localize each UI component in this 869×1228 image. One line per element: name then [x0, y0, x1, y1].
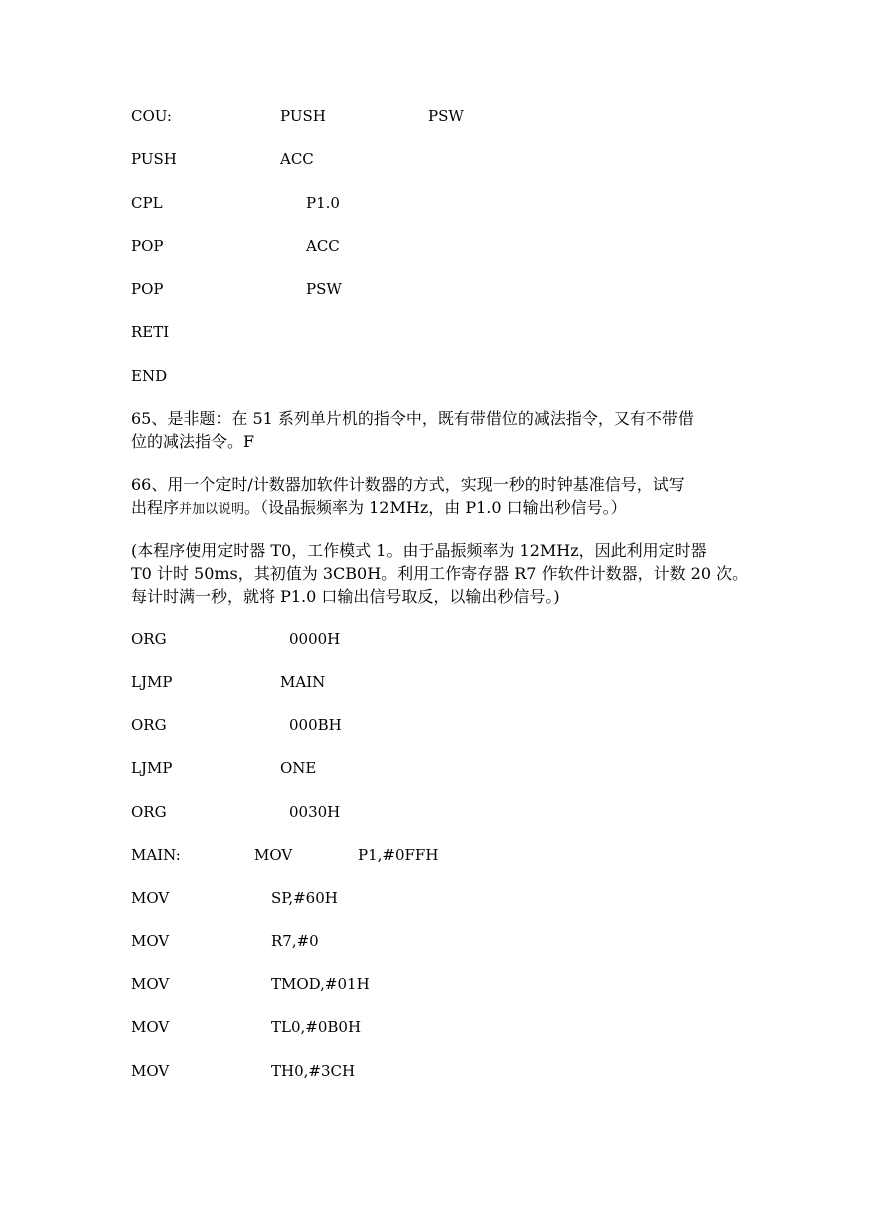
question-text: 65、是非题：在 51 系列单片机的指令中，既有带借位的减法指令，又有不带借 [131, 409, 694, 428]
code-instruction: PUSH [131, 150, 177, 168]
question-text: 66、用一个定时/计数器加软件计数器的方式，实现一秒的时钟基准信号，试写 [131, 475, 685, 494]
code-instruction: POP [131, 280, 164, 298]
code-instruction: MOV [131, 932, 170, 950]
code-instruction: MOV [254, 846, 293, 864]
code-directive: ORG [131, 630, 167, 648]
code-operand: TH0,#3CH [271, 1062, 356, 1080]
question-text: 出程序 [131, 498, 180, 517]
code-directive: ORG [131, 716, 167, 734]
code-instruction: POP [131, 237, 164, 255]
code-operand: R7,#0 [271, 932, 319, 950]
code-directive: ORG [131, 803, 167, 821]
code-operand: ACC [306, 237, 340, 255]
question-65 [131, 407, 741, 453]
program-explanation [131, 539, 749, 608]
code-operand: 0000H [289, 630, 341, 648]
explanation-text: T0 计时 50ms，其初值为 3CB0H。利用工作寄存器 R7 作软件计数器，计数 20 次。 [131, 564, 749, 583]
code-operand: SP,#60H [271, 889, 338, 907]
code-operand: ACC [280, 150, 314, 168]
code-operand: PSW [428, 107, 464, 125]
code-operand: ONE [280, 759, 317, 777]
code-instruction: MOV [131, 1018, 170, 1036]
explanation-text: (本程序使用定时器 T0，工作模式 1。由于晶振频率为 12MHz，因此利用定时器 [131, 541, 707, 560]
code-instruction: LJMP [131, 673, 173, 691]
question-text-line [131, 496, 741, 521]
code-instruction: MOV [131, 889, 170, 907]
code-instruction: MOV [131, 975, 170, 993]
code-instruction: LJMP [131, 759, 173, 777]
code-operand: P1.0 [306, 194, 340, 212]
code-instruction: RETI [131, 323, 170, 341]
code-instruction: CPL [131, 194, 163, 212]
code-operand: MAIN [280, 673, 326, 691]
code-operand: PSW [306, 280, 342, 298]
code-operand: TMOD,#01H [271, 975, 370, 993]
code-operand: 000BH [289, 716, 342, 734]
code-instruction: END [131, 367, 168, 385]
code-operand: 0030H [289, 803, 341, 821]
code-instruction: PUSH [280, 107, 326, 125]
code-operand: P1,#0FFH [358, 846, 439, 864]
explanation-text: 每计时满一秒，就将 P1.0 口输出信号取反，以输出秒信号。) [131, 587, 560, 606]
question-text: 位的减法指令。F [131, 432, 255, 451]
code-label: MAIN: [131, 846, 181, 864]
code-instruction: MOV [131, 1062, 170, 1080]
question-66 [131, 473, 741, 521]
question-text-small: 并加以说明 [179, 502, 245, 517]
code-operand: TL0,#0B0H [271, 1018, 362, 1036]
question-text: 。（设晶振频率为 12MHz，由 P1.0 口输出秒信号。） [244, 498, 627, 517]
code-label: COU: [131, 107, 172, 125]
